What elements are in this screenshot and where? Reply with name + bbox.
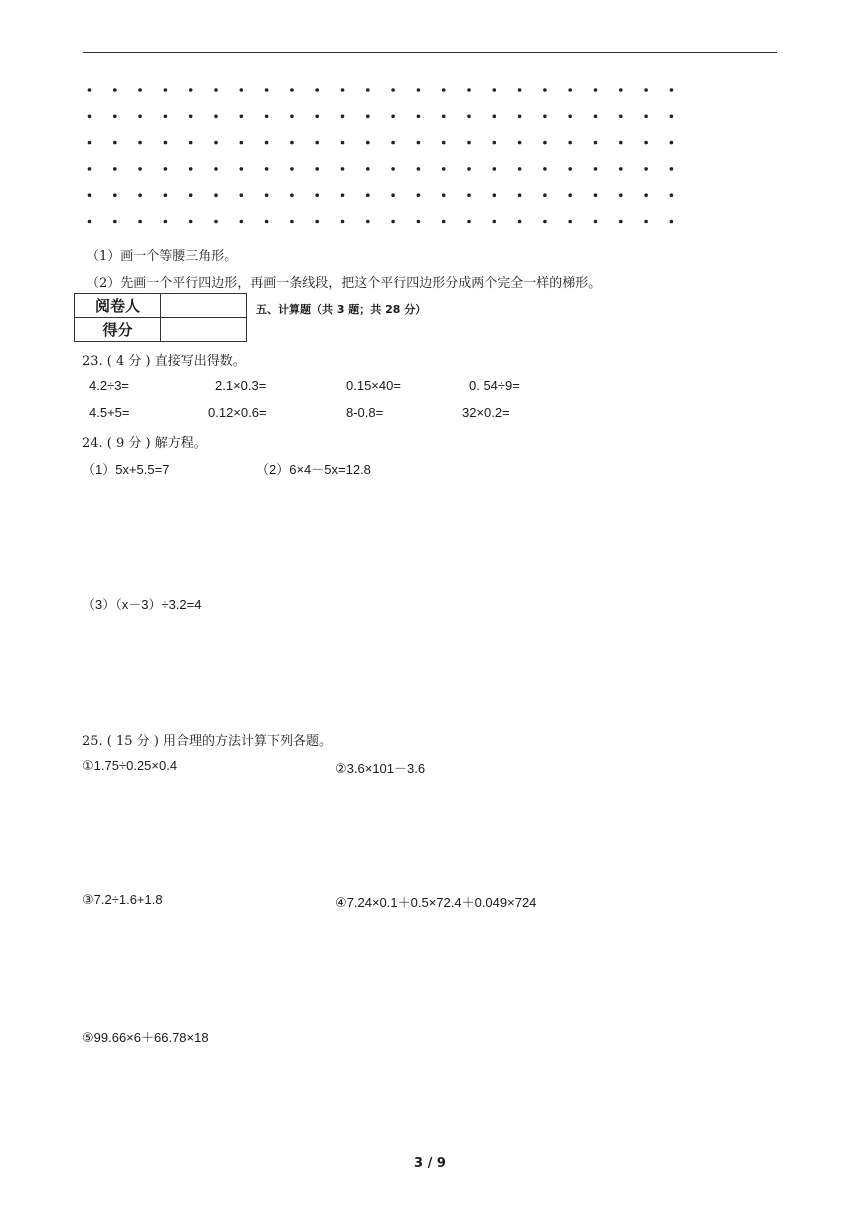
q23-item: 4.5+5= xyxy=(89,405,130,420)
grid-dot xyxy=(366,167,370,171)
grid-dot xyxy=(467,167,471,171)
grid-dot xyxy=(265,88,269,92)
reviewer-label: 阅卷人 xyxy=(75,294,161,318)
grid-dot xyxy=(543,115,547,119)
grid-dot xyxy=(442,193,446,197)
grid-dot xyxy=(366,193,370,197)
grid-dot xyxy=(138,115,142,119)
grid-dot xyxy=(391,167,395,171)
q24-item: （2）6×4－5x=12.8 xyxy=(256,462,371,477)
grid-dot xyxy=(493,220,497,224)
grid-dot xyxy=(417,220,421,224)
grid-dot xyxy=(568,88,572,92)
grid-dot xyxy=(467,220,471,224)
grid-dot xyxy=(88,115,92,119)
grid-dot xyxy=(138,220,142,224)
q22-part2: （2）先画一个平行四边形，再画一条线段，把这个平行四边形分成两个完全一样的梯形。 xyxy=(86,276,602,291)
grid-dot xyxy=(366,141,370,145)
q24-item: （1）5x+5.5=7 xyxy=(82,462,170,477)
grid-dot xyxy=(518,88,522,92)
q25-item: ⑤99.66×6＋66.78×18 xyxy=(82,1030,209,1045)
grid-dot xyxy=(493,115,497,119)
grid-dot xyxy=(518,193,522,197)
grid-dot xyxy=(417,167,421,171)
grid-dot xyxy=(644,220,648,224)
grid-dot xyxy=(315,220,319,224)
q23-heading: 23. ( 4 分 ) 直接写出得数。 xyxy=(82,354,246,369)
grid-dot xyxy=(138,141,142,145)
grid-dot xyxy=(164,220,168,224)
grid-dot xyxy=(594,115,598,119)
grid-dot xyxy=(315,141,319,145)
grid-dot xyxy=(214,88,218,92)
grid-dot xyxy=(265,167,269,171)
grid-dot xyxy=(315,167,319,171)
grid-dot xyxy=(670,220,674,224)
grid-dot xyxy=(290,220,294,224)
grid-dot xyxy=(189,141,193,145)
grid-dot xyxy=(568,193,572,197)
grid-dot xyxy=(113,88,117,92)
reviewer-field[interactable] xyxy=(161,294,247,318)
grid-dot xyxy=(315,115,319,119)
grid-dot xyxy=(341,88,345,92)
grid-dot xyxy=(341,167,345,171)
q23-item: 0.12×0.6= xyxy=(208,405,267,420)
grid-dot xyxy=(290,88,294,92)
grid-dot xyxy=(391,193,395,197)
grid-dot xyxy=(113,220,117,224)
grid-dot xyxy=(417,115,421,119)
grid-dot xyxy=(113,193,117,197)
grid-dot xyxy=(644,141,648,145)
grid-dot xyxy=(366,88,370,92)
grid-dot xyxy=(113,141,117,145)
grid-dot xyxy=(594,167,598,171)
grid-dot xyxy=(391,88,395,92)
q23-item: 4.2÷3= xyxy=(89,378,130,393)
grid-dot xyxy=(391,115,395,119)
grid-dot xyxy=(88,220,92,224)
grid-dot xyxy=(341,220,345,224)
q24-heading: 24. ( 9 分 ) 解方程。 xyxy=(82,436,207,451)
q24-item: （3）（x－3）÷3.2=4 xyxy=(82,597,202,612)
grid-dot xyxy=(442,167,446,171)
grid-dot xyxy=(543,141,547,145)
grid-dot xyxy=(366,115,370,119)
grid-dot xyxy=(518,141,522,145)
grid-dot xyxy=(265,220,269,224)
grid-dot xyxy=(240,141,244,145)
grid-dot xyxy=(619,167,623,171)
grid-dot xyxy=(594,88,598,92)
dot-grid xyxy=(0,0,860,240)
grid-dot xyxy=(619,193,623,197)
grid-dot xyxy=(543,167,547,171)
score-label: 得分 xyxy=(75,318,161,342)
grid-dot xyxy=(214,141,218,145)
grid-dot xyxy=(619,141,623,145)
grid-dot xyxy=(189,115,193,119)
grid-dot xyxy=(543,193,547,197)
grid-dot xyxy=(493,167,497,171)
grid-dot xyxy=(594,193,598,197)
grid-dot xyxy=(341,193,345,197)
grid-dot xyxy=(543,88,547,92)
grid-dot xyxy=(240,220,244,224)
grid-dot xyxy=(315,88,319,92)
grid-dot xyxy=(493,193,497,197)
grid-dot xyxy=(417,141,421,145)
grid-dot xyxy=(240,193,244,197)
grid-dot xyxy=(568,220,572,224)
grid-dot xyxy=(138,193,142,197)
grid-dot xyxy=(518,220,522,224)
grid-dot xyxy=(644,193,648,197)
q25-heading: 25. ( 15 分 ) 用合理的方法计算下列各题。 xyxy=(82,734,333,749)
grid-dot xyxy=(670,167,674,171)
grid-dot xyxy=(113,167,117,171)
grid-dot xyxy=(315,193,319,197)
grid-dot xyxy=(164,115,168,119)
grid-dot xyxy=(619,115,623,119)
grid-dot xyxy=(138,167,142,171)
grid-dot xyxy=(568,167,572,171)
grid-dot xyxy=(164,141,168,145)
grid-dot xyxy=(113,115,117,119)
grid-dot xyxy=(290,115,294,119)
grid-dot xyxy=(164,88,168,92)
q25-item: ①1.75÷0.25×0.4 xyxy=(82,758,178,773)
grid-dot xyxy=(442,115,446,119)
grid-dot xyxy=(189,193,193,197)
grid-dot xyxy=(568,115,572,119)
q22-part1: （1）画一个等腰三角形。 xyxy=(86,249,238,264)
q23-item: 8-0.8= xyxy=(346,405,384,420)
grid-dot xyxy=(265,193,269,197)
grid-dot xyxy=(265,115,269,119)
grid-dot xyxy=(442,88,446,92)
q25-item: ③7.2÷1.6+1.8 xyxy=(82,892,163,907)
score-field[interactable] xyxy=(161,318,247,342)
grid-dot xyxy=(670,88,674,92)
grid-dot xyxy=(568,141,572,145)
q25-item: ④7.24×0.1＋0.5×72.4＋0.049×724 xyxy=(335,895,537,910)
grid-dot xyxy=(138,88,142,92)
grid-dot xyxy=(240,115,244,119)
grid-dot xyxy=(214,115,218,119)
q23-item: 2.1×0.3= xyxy=(215,378,267,393)
grid-dot xyxy=(467,88,471,92)
grid-dot xyxy=(518,115,522,119)
grid-dot xyxy=(164,193,168,197)
q23-item: 0.15×40= xyxy=(346,378,401,393)
grid-dot xyxy=(240,167,244,171)
grid-dot xyxy=(670,193,674,197)
grid-dot xyxy=(88,88,92,92)
grid-dot xyxy=(670,141,674,145)
grid-dot xyxy=(290,167,294,171)
grid-dot xyxy=(341,115,345,119)
grid-dot xyxy=(214,220,218,224)
grid-dot xyxy=(214,193,218,197)
grid-dot xyxy=(189,88,193,92)
grid-dot xyxy=(290,141,294,145)
grid-dot xyxy=(644,167,648,171)
grid-dot xyxy=(164,167,168,171)
grid-dot xyxy=(467,141,471,145)
grid-dot xyxy=(88,193,92,197)
grid-dot xyxy=(594,141,598,145)
grid-dot xyxy=(543,220,547,224)
grid-dot xyxy=(391,220,395,224)
grid-dot xyxy=(619,88,623,92)
grid-dot xyxy=(88,167,92,171)
grid-dot xyxy=(467,115,471,119)
grid-dot xyxy=(240,88,244,92)
q23-item: 32×0.2= xyxy=(462,405,510,420)
grid-dot xyxy=(290,193,294,197)
grid-dot xyxy=(189,220,193,224)
grid-dot xyxy=(644,115,648,119)
grid-dot xyxy=(189,167,193,171)
section-title: 五、计算题（共 3 题；共 28 分） xyxy=(256,303,427,316)
grid-dot xyxy=(417,88,421,92)
grid-dot xyxy=(265,141,269,145)
grid-dot xyxy=(214,167,218,171)
grid-dot xyxy=(493,141,497,145)
grid-dot xyxy=(644,88,648,92)
grid-dot xyxy=(518,167,522,171)
grid-dot xyxy=(493,88,497,92)
grid-dot xyxy=(594,220,598,224)
grid-dot xyxy=(88,141,92,145)
grid-dot xyxy=(442,220,446,224)
grid-dot xyxy=(467,193,471,197)
grid-dot xyxy=(670,115,674,119)
q23-item: 0. 54÷9= xyxy=(469,378,520,393)
grid-dot xyxy=(366,220,370,224)
grid-dot xyxy=(442,141,446,145)
page-number: 3 / 9 xyxy=(414,1156,446,1171)
q25-item: ②3.6×101－3.6 xyxy=(335,761,426,776)
grid-dot xyxy=(417,193,421,197)
score-box xyxy=(74,293,247,342)
grid-dot xyxy=(391,141,395,145)
grid-dot xyxy=(619,220,623,224)
grid-dot xyxy=(341,141,345,145)
